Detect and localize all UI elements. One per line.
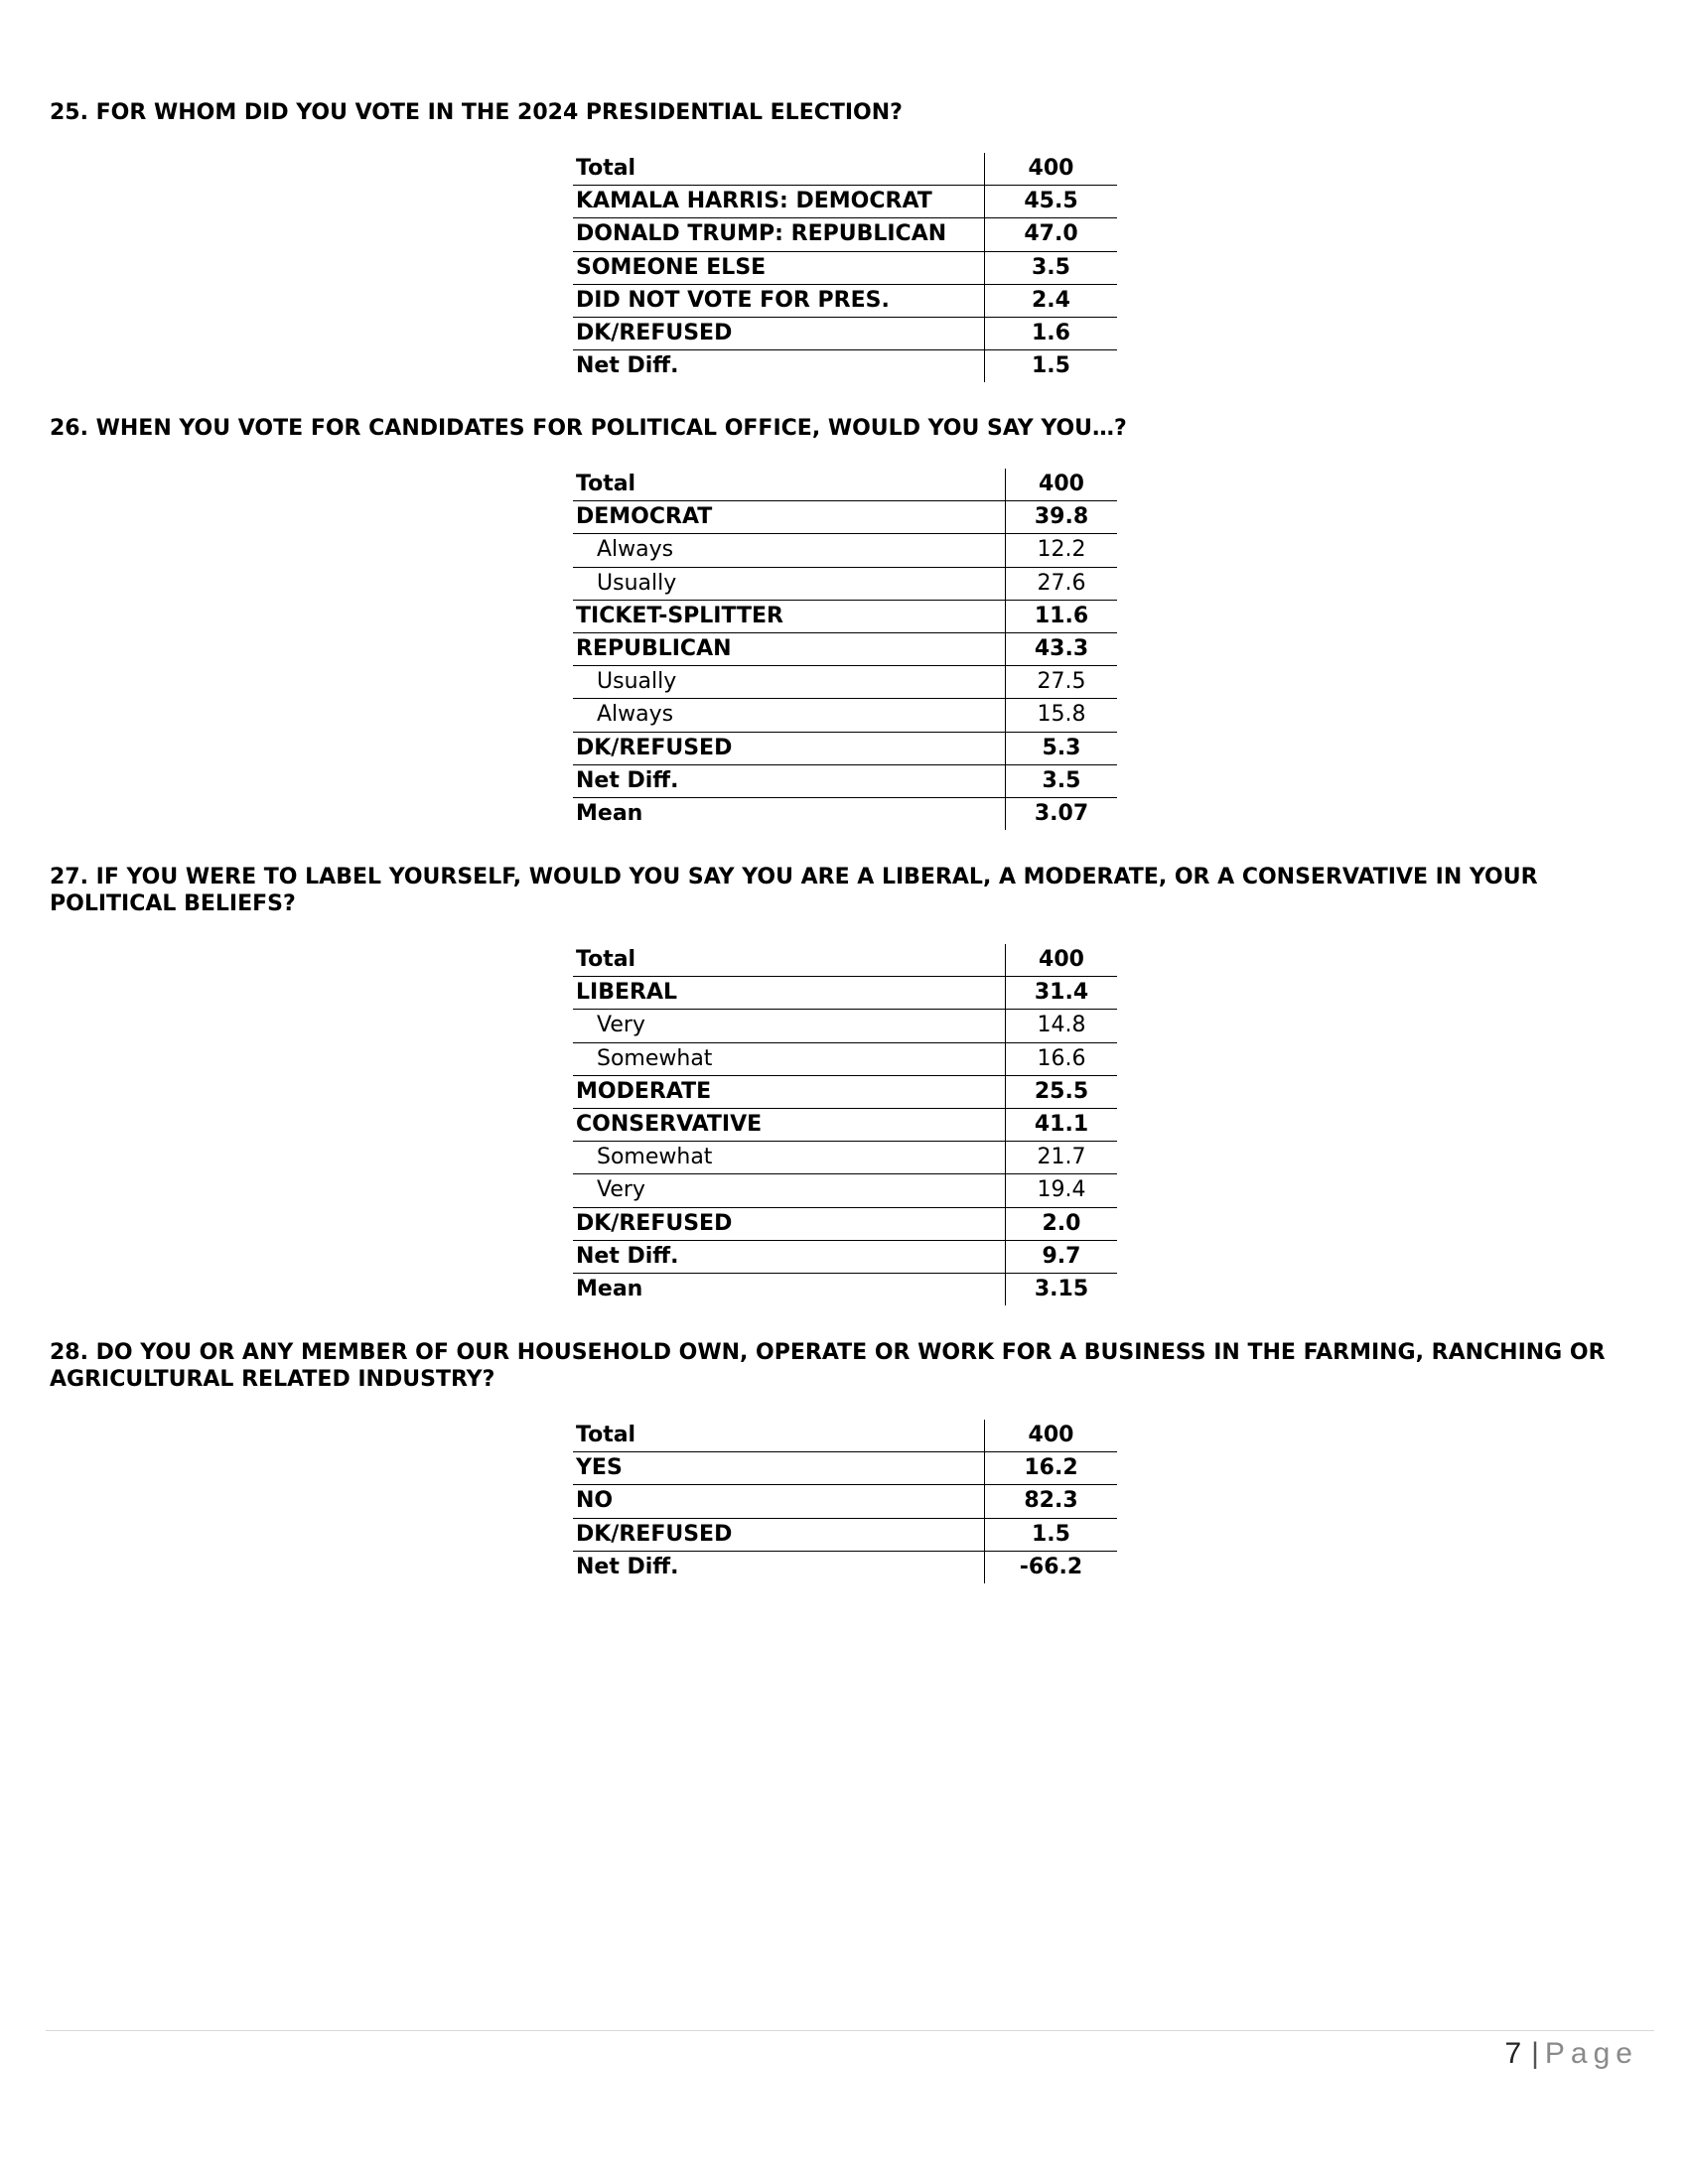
table-row (573, 501, 1117, 534)
row-label: Total (573, 944, 1006, 977)
row-label: DK/REFUSED (573, 317, 985, 349)
table-row (573, 1108, 1117, 1141)
row-value: 14.8 (1006, 1010, 1118, 1042)
table-row (573, 350, 1117, 383)
table-row (573, 534, 1117, 567)
row-label: MODERATE (573, 1075, 1006, 1108)
table-row (573, 699, 1117, 732)
question-28-table (573, 1420, 1117, 1583)
row-label: SOMEONE ELSE (573, 251, 985, 284)
row-label: NO (573, 1485, 985, 1518)
row-value: 2.4 (985, 284, 1118, 317)
row-value: 1.5 (985, 350, 1118, 383)
row-label: Very (573, 1174, 1006, 1207)
table-row (573, 764, 1117, 797)
question-28-title: 28. DO YOU OR ANY MEMBER OF OUR HOUSEHOLD OWN, OPERATE OR WORK FOR A BUSINESS IN THE FARMING, RANCHING OR AGRICULTURAL RELATED INDUSTRY? (50, 1340, 1606, 1392)
row-value: 47.0 (985, 218, 1118, 251)
table-row (573, 1142, 1117, 1174)
table-row (573, 977, 1117, 1010)
table-row (573, 632, 1117, 665)
row-value: 43.3 (1006, 632, 1118, 665)
table-row (573, 666, 1117, 699)
table-row (573, 1420, 1117, 1452)
table-row (573, 218, 1117, 251)
row-value: 16.6 (1006, 1042, 1118, 1075)
question-25-title: 25. FOR WHOM DID YOU VOTE IN THE 2024 PRESIDENTIAL ELECTION? (50, 100, 903, 125)
row-label: Always (573, 699, 1006, 732)
table-row (573, 1174, 1117, 1207)
row-value: 9.7 (1006, 1240, 1118, 1273)
row-value: 27.5 (1006, 666, 1118, 699)
row-label: Usually (573, 567, 1006, 600)
row-value: 3.5 (1006, 764, 1118, 797)
row-value: 400 (1006, 469, 1118, 501)
row-label: YES (573, 1452, 985, 1485)
table-row (573, 1010, 1117, 1042)
row-label: Mean (576, 800, 643, 826)
row-value: 3.15 (1006, 1273, 1118, 1305)
row-value: 39.8 (1006, 501, 1118, 534)
row-label: Total (573, 469, 1006, 501)
row-label: Somewhat (573, 1042, 1006, 1075)
question-27-table (573, 944, 1117, 1305)
row-value: 400 (985, 1420, 1118, 1452)
table-row (573, 944, 1117, 977)
table-row (573, 1485, 1117, 1518)
page-number: 7 (1504, 2037, 1522, 2070)
row-value: 82.3 (985, 1485, 1118, 1518)
row-label: Somewhat (573, 1142, 1006, 1174)
question-25-table (573, 153, 1117, 382)
row-label: DID NOT VOTE FOR PRES. (573, 284, 985, 317)
row-value: 400 (985, 153, 1118, 186)
row-value: 16.2 (985, 1452, 1118, 1485)
row-label: Net Diff. (576, 1554, 679, 1579)
question-27-title: 27. IF YOU WERE TO LABEL YOURSELF, WOULD YOU SAY YOU ARE A LIBERAL, A MODERATE, OR A CONSERVATIVE IN YOUR POLITICAL BELIEFS? (50, 865, 1538, 916)
table-row (573, 1240, 1117, 1273)
row-value: 19.4 (1006, 1174, 1118, 1207)
row-label: Mean (576, 1276, 643, 1301)
table-row (573, 153, 1117, 186)
row-value: 3.07 (1006, 797, 1118, 830)
row-label: Always (573, 534, 1006, 567)
row-label: DK/REFUSED (573, 732, 1006, 764)
question-26-table (573, 469, 1117, 830)
row-label: DEMOCRAT (573, 501, 1006, 534)
question-26-title: 26. WHEN YOU VOTE FOR CANDIDATES FOR POLITICAL OFFICE, WOULD YOU SAY YOU…? (50, 416, 1127, 441)
table-row (573, 1207, 1117, 1240)
row-value: 31.4 (1006, 977, 1118, 1010)
row-value: 1.5 (985, 1518, 1118, 1551)
table-row (573, 469, 1117, 501)
row-label: DK/REFUSED (573, 1518, 985, 1551)
table-row (573, 1518, 1117, 1551)
row-value: 41.1 (1006, 1108, 1118, 1141)
row-value: 15.8 (1006, 699, 1118, 732)
table-row (573, 1042, 1117, 1075)
row-label: Net Diff. (573, 764, 1006, 797)
row-label: Very (573, 1010, 1006, 1042)
row-label: DONALD TRUMP: REPUBLICAN (573, 218, 985, 251)
table-row (573, 284, 1117, 317)
table-row (573, 732, 1117, 764)
row-label: Net Diff. (576, 353, 679, 379)
row-value: 1.6 (985, 317, 1118, 349)
table-row (573, 567, 1117, 600)
page-word: Page (1544, 2037, 1638, 2070)
table-row (573, 317, 1117, 349)
table-row (573, 600, 1117, 632)
table-row (573, 186, 1117, 218)
row-label: DK/REFUSED (573, 1207, 1006, 1240)
row-label: LIBERAL (573, 977, 1006, 1010)
row-label: Total (573, 153, 985, 186)
row-value: 5.3 (1006, 732, 1118, 764)
row-label: REPUBLICAN (573, 632, 1006, 665)
row-value: -66.2 (985, 1551, 1118, 1583)
table-row (573, 1452, 1117, 1485)
footer-divider (46, 2030, 1654, 2031)
row-label: TICKET-SPLITTER (573, 600, 1006, 632)
row-value: 25.5 (1006, 1075, 1118, 1108)
footer-separator: | (1531, 2037, 1539, 2070)
table-row (573, 797, 1117, 830)
table-row (573, 1273, 1117, 1305)
row-value: 12.2 (1006, 534, 1118, 567)
row-value: 11.6 (1006, 600, 1118, 632)
row-label: Total (573, 1420, 985, 1452)
row-value: 27.6 (1006, 567, 1118, 600)
table-row (573, 251, 1117, 284)
row-value: 45.5 (985, 186, 1118, 218)
row-label: Usually (573, 666, 1006, 699)
row-label: KAMALA HARRIS: DEMOCRAT (573, 186, 985, 218)
row-label: Net Diff. (573, 1240, 1006, 1273)
table-row (573, 1551, 1117, 1583)
table-row (573, 1075, 1117, 1108)
page-footer (1504, 2037, 1638, 2071)
row-value: 21.7 (1006, 1142, 1118, 1174)
row-value: 2.0 (1006, 1207, 1118, 1240)
row-value: 400 (1006, 944, 1118, 977)
row-value: 3.5 (985, 251, 1118, 284)
row-label: CONSERVATIVE (573, 1108, 1006, 1141)
